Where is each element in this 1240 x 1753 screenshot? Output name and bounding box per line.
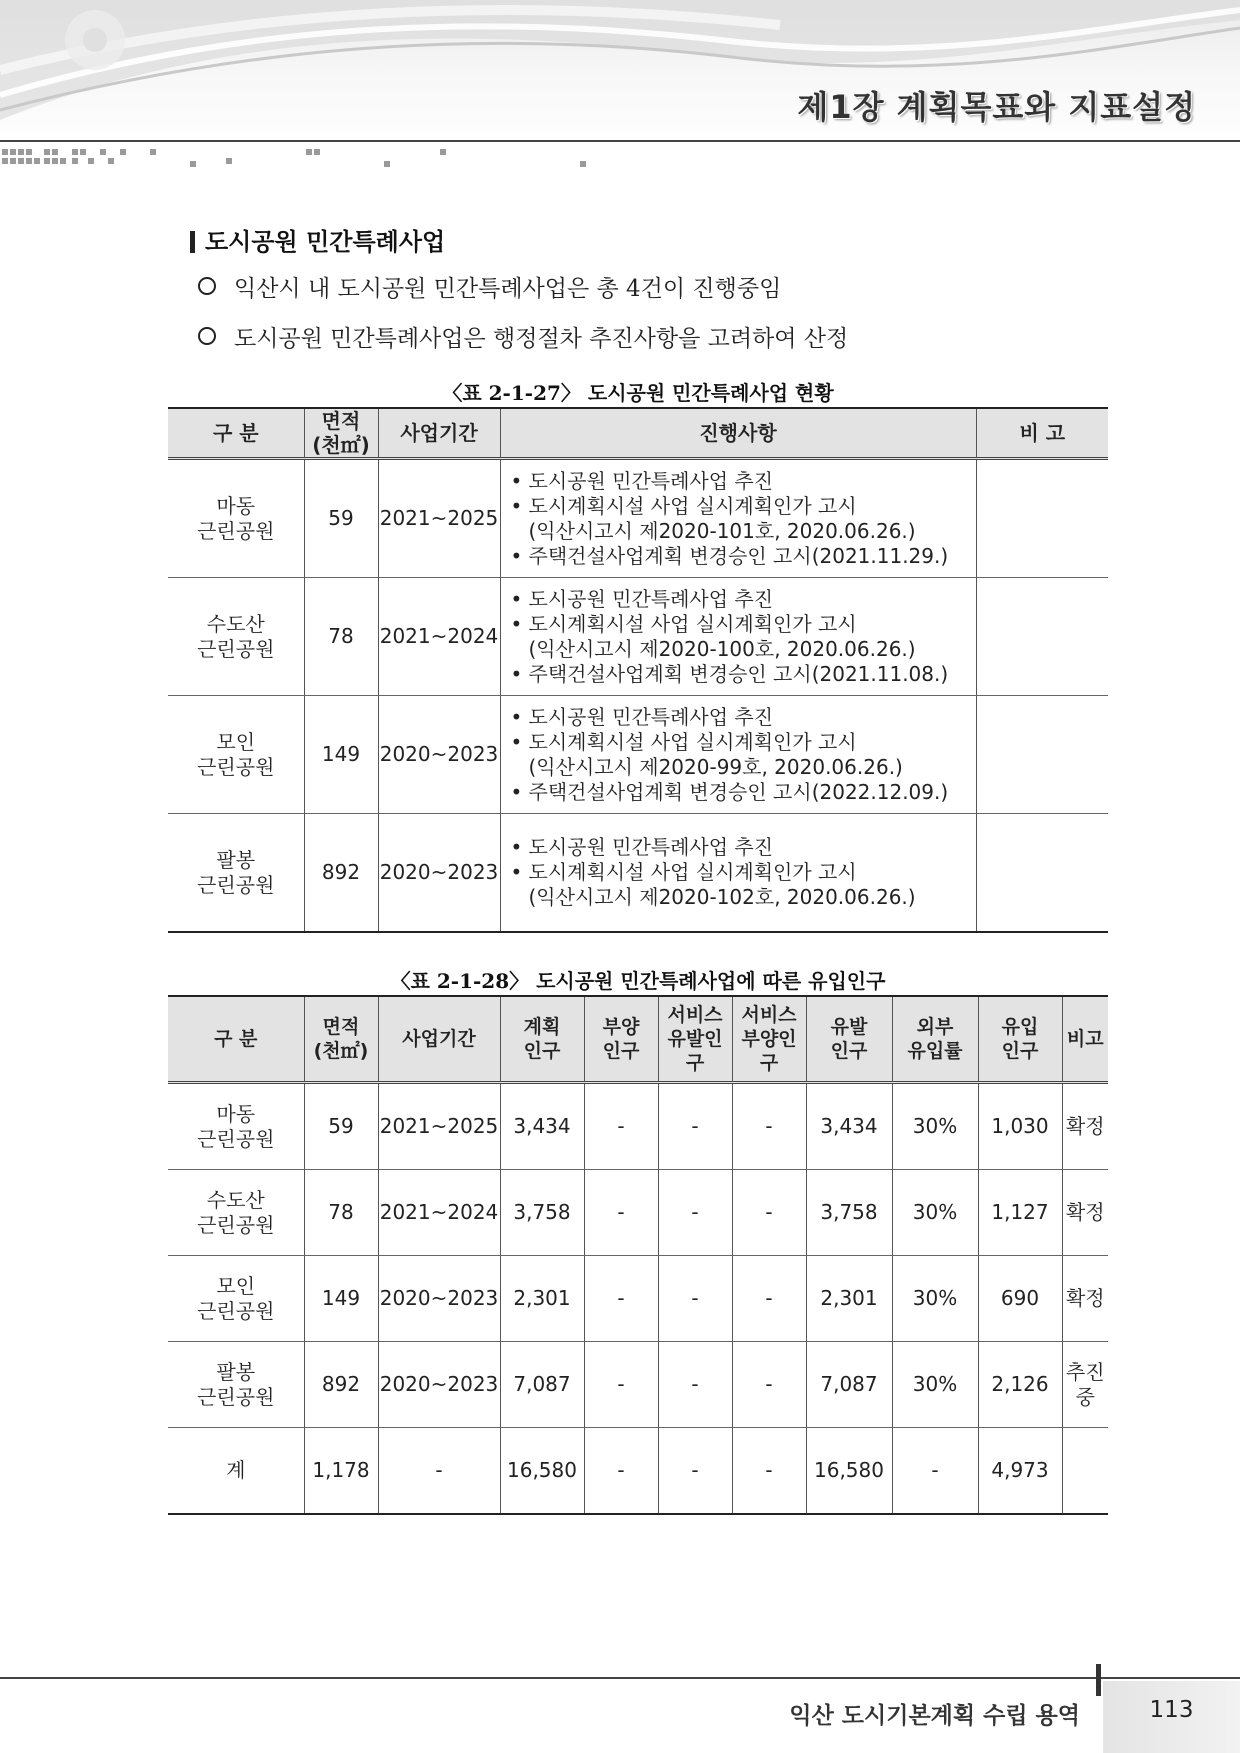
period-cell: 2021~2024 [378,578,500,696]
inflow-pop-cell: 2,126 [978,1342,1062,1428]
bullet-item: 익산시 내 도시공원 민간특례사업은 총 4건이 진행중임 [198,270,781,303]
progress-item: • 도시계획시설 사업 실시계획인가 고시 [507,860,976,885]
service-dependent-cell: - [732,1083,806,1170]
progress-item: (익산시고시 제2020-101호, 2020.06.26.) [528,518,916,543]
note-cell: 확정 [1062,1256,1108,1342]
inflow-population-table [168,995,1108,1515]
inflow-rate-cell: 30% [892,1342,978,1428]
table1-caption: 〈표 2-1-27〉 도시공원 민간특례사업 현황 [442,381,834,405]
table-row [168,578,1108,696]
col-header-service-induced: 서비스 유발인구 [658,996,732,1083]
circle-bullet-icon [198,327,216,345]
service-induced-cell: - [658,1342,732,1428]
induced-pop-cell: 16,580 [806,1428,892,1515]
col-header-inflow-pop: 유입 인구 [978,996,1062,1083]
col-header-induced-pop: 유발 인구 [806,996,892,1083]
progress-item: • 도시공원 민간특례사업 추진 [507,705,976,730]
planned-pop-cell: 3,434 [500,1083,584,1170]
inflow-rate-cell: - [892,1428,978,1515]
progress-item: • 주택건설사업계획 변경승인 고시(2021.11.08.) [507,662,976,687]
progress-item: (익산시고시 제2020-99호, 2020.06.26.) [528,754,903,779]
dependent-pop-cell: - [584,1428,658,1515]
progress-item: (익산시고시 제2020-102호, 2020.06.26.) [528,885,916,909]
area-cell: 149 [304,696,378,814]
inflow-pop-cell: 690 [978,1256,1062,1342]
section-title: 도시공원 민간특례사업 [190,222,445,257]
area-cell: 1,178 [304,1428,378,1515]
period-cell: - [378,1428,500,1515]
progress-item: • 도시공원 민간특례사업 추진 [507,835,976,860]
progress-item: • 도시계획시설 사업 실시계획인가 고시 [507,494,976,519]
progress-cell [500,696,976,814]
note-cell [976,578,1108,696]
col-header-dependent-pop: 부양 인구 [584,996,658,1083]
planned-pop-cell: 3,758 [500,1170,584,1256]
progress-cell [500,459,976,578]
col-header-division: 구 분 [168,408,304,459]
period-cell: 2021~2024 [378,1170,500,1256]
inflow-pop-cell: 4,973 [978,1428,1062,1515]
area-cell: 78 [304,578,378,696]
progress-item: • 도시계획시설 사업 실시계획인가 고시 [507,612,976,637]
service-induced-cell: - [658,1083,732,1170]
park-name-cell: 모인 근린공원 [168,1256,304,1342]
induced-pop-cell: 7,087 [806,1342,892,1428]
park-name-cell: 계 [168,1428,304,1515]
table2-caption: 〈표 2-1-28〉 도시공원 민간특례사업에 따른 유입인구 [390,969,886,993]
bullet-item: 도시공원 민간특례사업은 행정절차 추진사항을 고려하여 산정 [198,320,848,353]
period-cell: 2021~2025 [378,1083,500,1170]
note-cell [976,696,1108,814]
table-row [168,1083,1108,1170]
col-header-note: 비 고 [976,408,1108,459]
progress-item: • 주택건설사업계획 변경승인 고시(2022.12.09.) [507,780,976,805]
col-header-division: 구 분 [168,996,304,1083]
progress-item: • 도시공원 민간특례사업 추진 [507,469,976,494]
service-dependent-cell: - [732,1170,806,1256]
inflow-rate-cell: 30% [892,1083,978,1170]
note-cell: 확정 [1062,1170,1108,1256]
page-number: 113 [1149,1697,1194,1723]
dependent-pop-cell: - [584,1170,658,1256]
col-header-period: 사업기간 [378,996,500,1083]
progress-cell [500,814,976,933]
page-header [0,0,1240,145]
circle-bullet-icon [198,277,216,295]
footer-tick [1096,1664,1101,1696]
park-status-table [168,407,1108,933]
table-row [168,814,1108,933]
planned-pop-cell: 2,301 [500,1256,584,1342]
col-header-area: 면적 (천㎡) [304,408,378,459]
area-cell: 892 [304,814,378,933]
induced-pop-cell: 3,758 [806,1170,892,1256]
inflow-rate-cell: 30% [892,1256,978,1342]
total-row [168,1428,1108,1515]
header-dot-pattern [0,147,620,169]
table-row [168,1342,1108,1428]
progress-item: (익산시고시 제2020-100호, 2020.06.26.) [528,636,916,661]
progress-item: • 도시공원 민간특례사업 추진 [507,587,976,612]
park-name-cell: 모인 근린공원 [168,696,304,814]
inflow-rate-cell: 30% [892,1170,978,1256]
inflow-pop-cell: 1,030 [978,1083,1062,1170]
period-cell: 2020~2023 [378,1342,500,1428]
period-cell: 2020~2023 [378,696,500,814]
area-cell: 59 [304,459,378,578]
service-dependent-cell: - [732,1256,806,1342]
col-header-planned-pop: 계획 인구 [500,996,584,1083]
induced-pop-cell: 3,434 [806,1083,892,1170]
park-name-cell: 수도산 근린공원 [168,578,304,696]
table-row [168,1256,1108,1342]
park-name-cell: 팔봉 근린공원 [168,1342,304,1428]
park-name-cell: 팔봉 근린공원 [168,814,304,933]
note-cell: 확정 [1062,1083,1108,1170]
note-cell [976,459,1108,578]
col-header-progress: 진행사항 [500,408,976,459]
note-cell: 추진 중 [1062,1342,1108,1428]
inflow-pop-cell: 1,127 [978,1170,1062,1256]
section-marker [190,231,195,253]
note-cell [976,814,1108,933]
area-cell: 892 [304,1342,378,1428]
table-row [168,459,1108,578]
chapter-title: 제1장 계획목표와 지표설정 [797,88,1196,126]
park-name-cell: 마동 근린공원 [168,459,304,578]
planned-pop-cell: 7,087 [500,1342,584,1428]
service-induced-cell: - [658,1428,732,1515]
progress-item: • 도시계획시설 사업 실시계획인가 고시 [507,730,976,755]
planned-pop-cell: 16,580 [500,1428,584,1515]
period-cell: 2020~2023 [378,814,500,933]
col-header-area: 면적 (천㎡) [304,996,378,1083]
col-header-service-dependent: 서비스 부양인구 [732,996,806,1083]
area-cell: 78 [304,1170,378,1256]
period-cell: 2020~2023 [378,1256,500,1342]
park-name-cell: 마동 근린공원 [168,1083,304,1170]
dependent-pop-cell: - [584,1342,658,1428]
park-name-cell: 수도산 근린공원 [168,1170,304,1256]
area-cell: 59 [304,1083,378,1170]
header-rule [0,140,1240,142]
report-title: 익산 도시기본계획 수립 용역 [789,1703,1080,1729]
progress-cell [500,578,976,696]
footer-rule [0,1677,1240,1679]
table-row [168,1170,1108,1256]
col-header-note: 비고 [1062,996,1108,1083]
service-dependent-cell: - [732,1342,806,1428]
dependent-pop-cell: - [584,1256,658,1342]
dependent-pop-cell: - [584,1083,658,1170]
col-header-period: 사업기간 [378,408,500,459]
service-dependent-cell: - [732,1428,806,1515]
progress-item: • 주택건설사업계획 변경승인 고시(2021.11.29.) [507,544,976,569]
note-cell [1062,1428,1108,1515]
service-induced-cell: - [658,1256,732,1342]
table-row [168,696,1108,814]
period-cell: 2021~2025 [378,459,500,578]
area-cell: 149 [304,1256,378,1342]
col-header-inflow-rate: 외부 유입률 [892,996,978,1083]
induced-pop-cell: 2,301 [806,1256,892,1342]
service-induced-cell: - [658,1170,732,1256]
